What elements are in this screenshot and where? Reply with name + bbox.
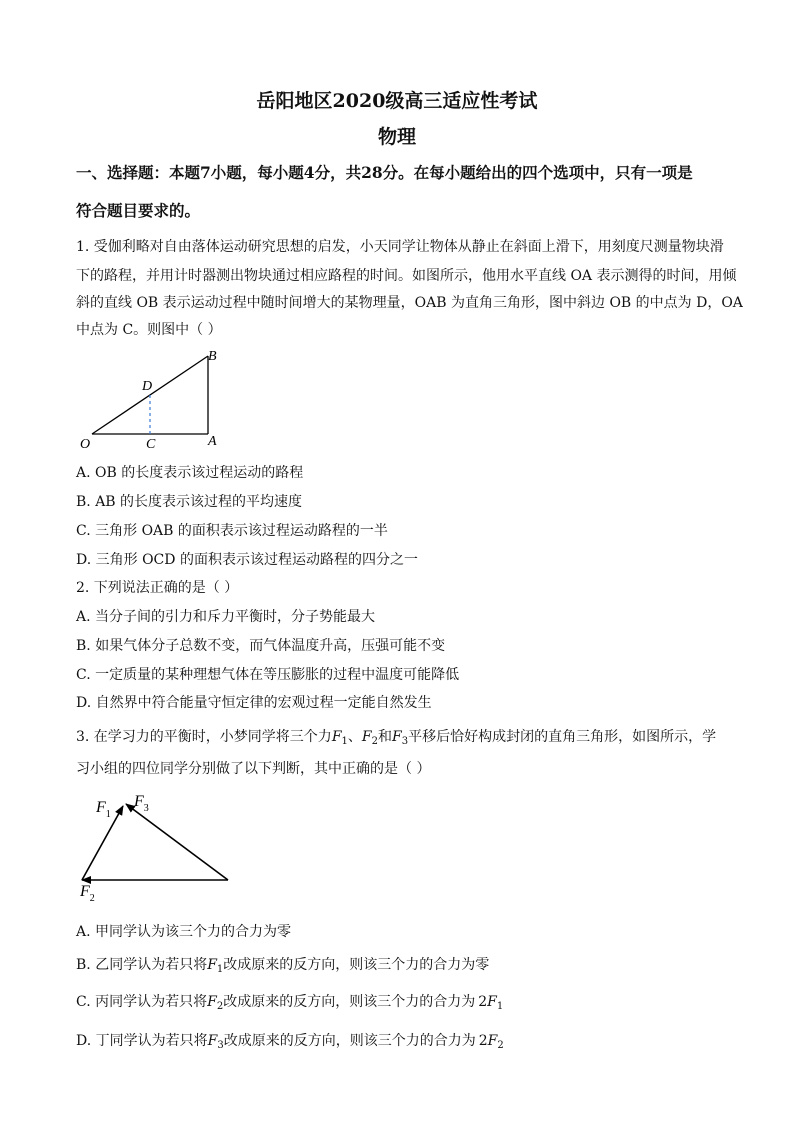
label-F3: $F_3$ [134, 793, 149, 814]
q2-option-a: A. 当分子间的引力和斥力平衡时，分子势能最大 [76, 609, 376, 625]
symbol-F2: F [361, 729, 372, 745]
q3-option-b-text-a: B. 乙同学认为若只将 [76, 957, 208, 973]
force-F3-arrow [126, 804, 228, 880]
coefficient-2: 2 [478, 994, 488, 1010]
q3-stem-text-a: 3. 在学习力的平衡时，小梦同学将三个力 [76, 729, 332, 745]
symbol-F1: F [207, 957, 217, 973]
symbol-F2: F [207, 994, 217, 1010]
q1-line-2: 下的路程，并用计时器测出物块通过相应路程的时间。如图所示，他用水平直线 OA 表示测得的时间，用倾 [76, 268, 737, 284]
subscript-2: 2 [371, 736, 378, 747]
symbol-F2: F [487, 1033, 498, 1049]
label-O: O [80, 437, 91, 452]
q2-option-d: D. 自然界中符合能量守恒定律的宏观过程一定能自然发生 [76, 695, 432, 711]
q3-option-d-text-a: D. 丁同学认为若只将 [76, 1033, 208, 1049]
q3-option-b [76, 954, 489, 975]
q3-option-b-text-b: 改成原来的反方向，则该三个力的合力为零 [223, 957, 490, 973]
q1-triangle-figure [70, 340, 240, 458]
q1-line-3: 斜的直线 OB 表示运动过程中随时间增大的某物理量，OAB 为直角三角形，图中斜边 OB 的中点为 D，OA [76, 295, 743, 311]
q2-option-b: B. 如果气体分子总数不变，而气体温度升高，压强可能不变 [76, 638, 446, 654]
force-F1-arrow [82, 806, 123, 880]
exam-title: 岳阳地区2020级高三适应性考试 [256, 90, 538, 112]
q3-stem-line-1 [76, 726, 716, 747]
q3-stem-text-d: 平移后恰好构成封闭的直角三角形，如图所示，学 [408, 729, 717, 745]
label-F1: $F_1$ [96, 799, 111, 820]
q3-stem-line-2: 习小组的四位同学分别做了以下判断，其中正确的是（ ） [76, 761, 431, 777]
subscript-1: 1 [216, 964, 224, 975]
q3-stem-text-b: 、 [347, 729, 362, 745]
label-D: D [142, 379, 153, 394]
subscript-1: 1 [341, 736, 348, 747]
symbol-F3: F [207, 1033, 218, 1049]
symbol-F1: F [331, 729, 342, 745]
coefficient-2: 2 [478, 1033, 488, 1049]
subscript-2: 2 [216, 1001, 224, 1012]
q3-stem-text-c: 和 [378, 729, 392, 745]
subject-title: 物理 [377, 126, 416, 148]
q3-force-triangle-figure [70, 788, 245, 910]
subscript-3: 3 [401, 736, 409, 747]
q1-line-1: 1. 受伽利略对自由落体运动研究思想的启发，小天同学让物体从静止在斜面上滑下，用刻度尺测量物块滑 [76, 239, 724, 255]
section-heading-line1: 一、选择题：本题7小题，每小题4分，共28分。在每小题给出的四个选项中，只有一项是 [76, 163, 693, 182]
q1-option-b: B. AB 的长度表示该过程的平均速度 [76, 494, 303, 510]
q2-option-c: C. 一定质量的某种理想气体在等压膨胀的过程中温度可能降低 [76, 667, 460, 683]
q3-option-c-text-a: C. 丙同学认为若只将 [76, 994, 208, 1010]
q3-option-d [76, 1030, 504, 1051]
subscript-1: 1 [496, 1001, 504, 1012]
label-A: A [208, 434, 217, 449]
subscript-3: 3 [217, 1040, 224, 1051]
q1-option-c: C. 三角形 OAB 的面积表示该过程运动路程的一半 [76, 523, 388, 539]
q2-stem: 2. 下列说法正确的是（ ） [76, 580, 239, 596]
subscript-2: 2 [497, 1040, 504, 1051]
q1-option-a: A. OB 的长度表示该过程运动的路程 [76, 465, 304, 481]
label-B: B [208, 349, 217, 364]
symbol-F3: F [392, 729, 402, 745]
label-C: C [146, 437, 156, 452]
q1-option-d: D. 三角形 OCD 的面积表示该过程运动路程的四分之一 [76, 552, 418, 568]
q1-line-4: 中点为 C。则图中（ ） [76, 322, 222, 338]
q3-option-d-text-b: 改成原来的反方向，则该三个力的合力为 [223, 1033, 476, 1049]
q3-option-c [76, 991, 503, 1012]
label-F2: $F_2$ [80, 883, 95, 904]
q3-option-a: A. 甲同学认为该三个力的合力为零 [76, 924, 292, 940]
q3-option-c-text-b: 改成原来的反方向，则该三个力的合力为 [223, 994, 476, 1010]
symbol-F1: F [487, 994, 497, 1010]
section-heading-line2: 符合题目要求的。 [76, 201, 201, 220]
